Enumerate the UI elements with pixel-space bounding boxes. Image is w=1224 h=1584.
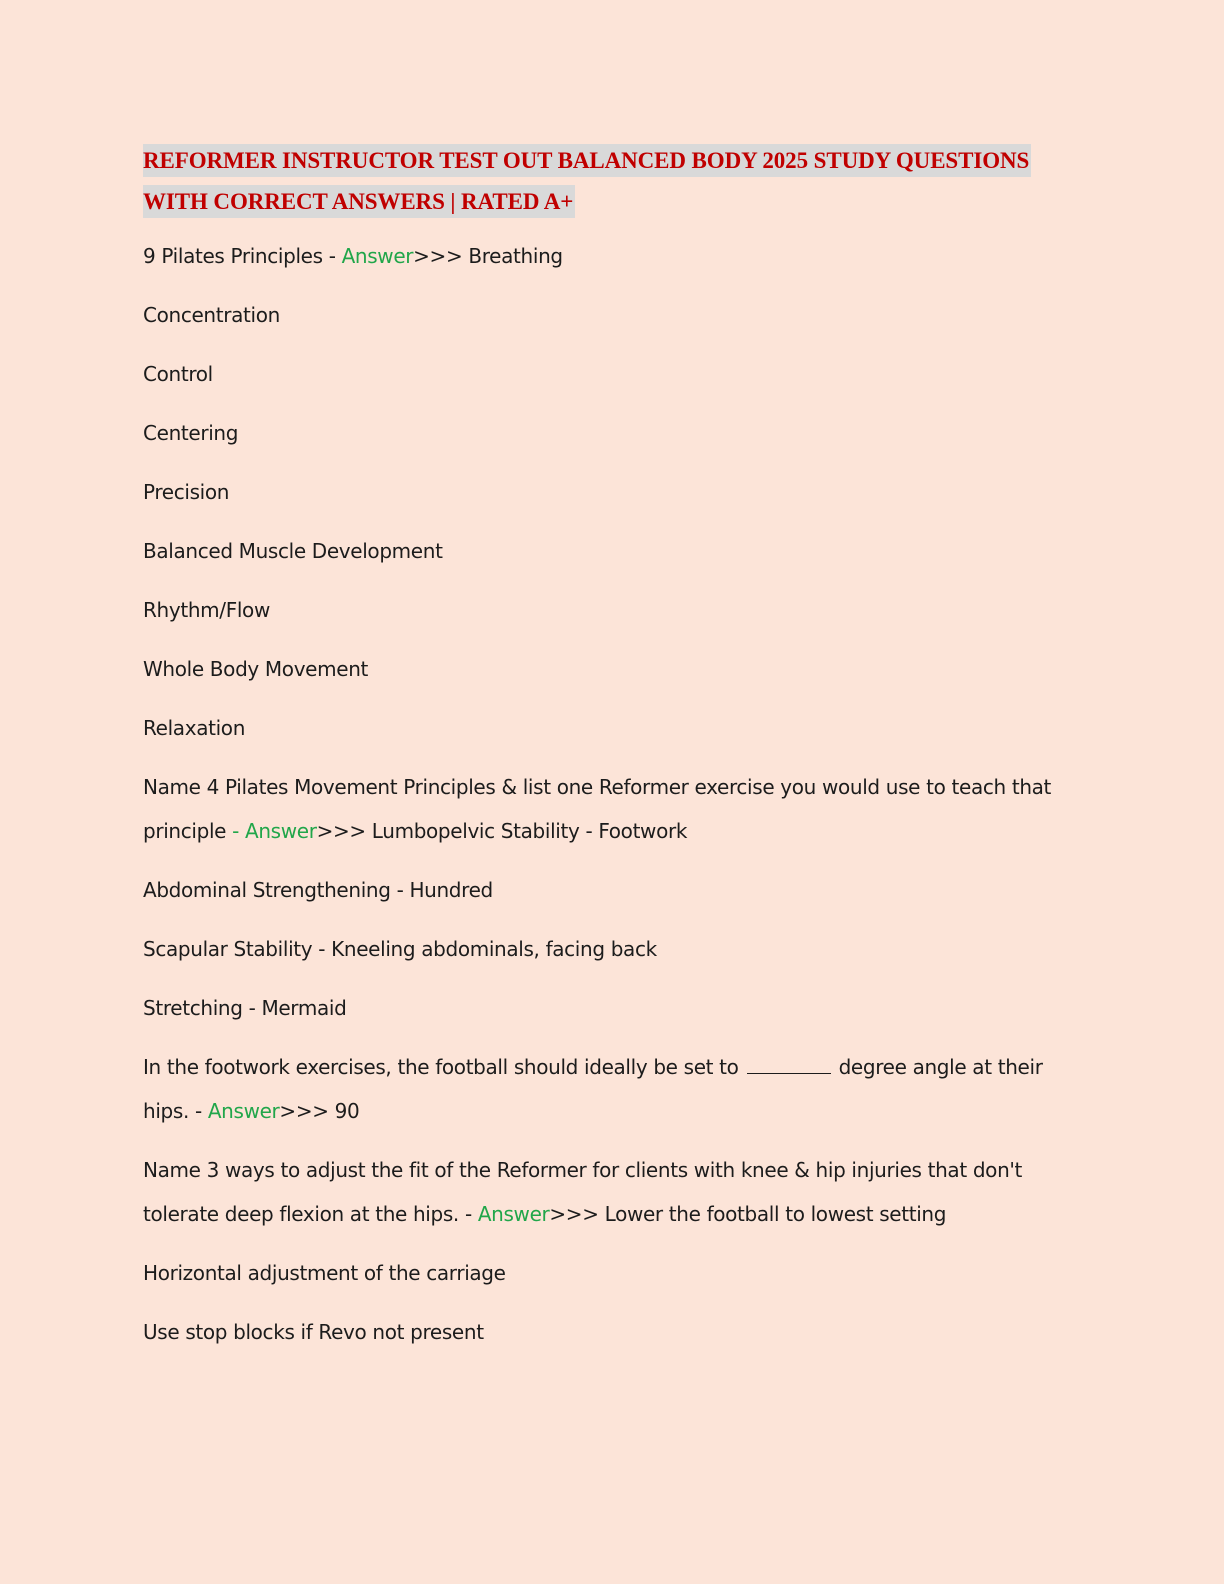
answer-4-text: Lower the football to lowest setting [598,1202,947,1226]
question-4-text: Name 3 ways to adjust the fit of the Reformer for clients with knee & hip injuries that don't tolerate deep flexion at the hips. - [143,1158,1023,1226]
answer-1-item: Balanced Muscle Development [143,539,443,563]
answer-1-item: Rhythm/Flow [143,598,270,622]
answer-2-item: Stretching - Mermaid [143,996,347,1020]
question-3-text: In the footwork exercises, the football should ideally be set to [143,1055,745,1079]
document-title-text: REFORMER INSTRUCTOR TEST OUT BALANCED BODY 2025 STUDY QUESTIONS WITH CORRECT ANSWERS | RATED A+ [143,144,1031,218]
answer-2-item: Scapular Stability - Kneeling abdominals, facing back [143,937,657,961]
answer-arrow: >>> [413,244,463,268]
answer-arrow: >>> [316,819,366,843]
question-4 [143,1148,1083,1236]
fill-in-blank [747,1053,831,1074]
answer-4-item: Horizontal adjustment of the carriage [143,1261,506,1285]
answer-arrow: >>> [549,1202,599,1226]
answer-2-item: Abdominal Strengthening - Hundred [143,878,493,902]
answer-dash: - [232,819,245,843]
answer-label: Answer [207,1099,280,1123]
answer-1-item: Centering [143,421,239,445]
answer-1-item: Precision [143,480,230,504]
document-body [143,140,1083,1369]
document-title [143,140,1083,222]
answer-2-text: Lumbopelvic Stability - Footwork [365,819,688,843]
answer-1-item: Control [143,362,213,386]
answer-1-item: Concentration [143,303,280,327]
answer-label: Answer [245,819,317,843]
answer-3-text: 90 [328,1099,360,1123]
question-3-text-end: degree angle at their hips. - [143,1055,1043,1123]
answer-4-item: Use stop blocks if Revo not present [143,1320,484,1344]
answer-1-item: Whole Body Movement [143,657,369,681]
answer-arrow: >>> [279,1099,329,1123]
answer-1-item: Relaxation [143,716,246,740]
answer-label: Answer [341,244,414,268]
question-2-text: Name 4 Pilates Movement Principles & list one Reformer exercise you would use to teach that principle [143,775,1052,843]
question-1 [143,234,1083,278]
question-1-text: 9 Pilates Principles - [143,244,342,268]
answer-1-text: Breathing [462,244,563,268]
question-3 [143,1045,1083,1133]
question-2 [143,765,1083,853]
answer-label: Answer [477,1202,550,1226]
